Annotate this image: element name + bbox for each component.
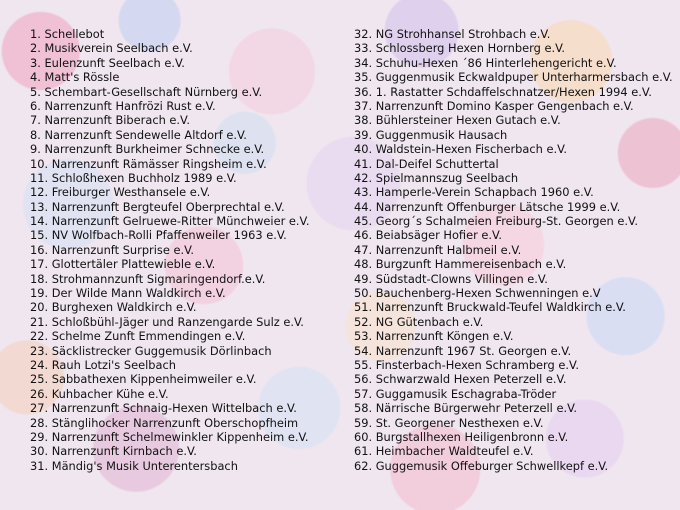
list-item: 46. Beiabsäger Hofier e.V. <box>354 228 502 243</box>
list-item: 1. Schellebot <box>30 27 105 41</box>
list-item: 31. Mändig's Musik Unterentersbach <box>30 458 238 473</box>
list-item: 60. Burgstallhexen Heiligenbronn e.V. <box>354 429 569 444</box>
list-item: 51. Narrenzunft Bruckwald-Teufel Waldkirch e.V. <box>354 300 626 315</box>
list-item: 36. 1. Rastatter Schdaffelschnatzer/Hexen 1994 e.V. <box>354 84 652 99</box>
list-item: 9. Narrenzunft Burkheimer Schnecke e.V. <box>30 142 265 157</box>
list-item: 22. Schelme Zunft Emmendingen e.V. <box>30 329 246 344</box>
list-item: 54. Narrenzunft 1967 St. Georgen e.V. <box>354 343 572 358</box>
list-item: 12. Freiburger Westhansele e.V. <box>30 185 211 200</box>
list-item: 42. Spielmannszug Seelbach <box>354 170 519 185</box>
list-item: 19. Der Wilde Mann Waldkirch e.V. <box>30 286 226 301</box>
list-item: 52. NG Gütenbach e.V. <box>354 314 484 329</box>
list-item: 29. Narrenzunft Schelmewinkler Kippenheim e.V. <box>30 429 309 444</box>
list-item: 38. Bühlersteiner Hexen Gutach e.V. <box>354 113 561 128</box>
list-item: 10. Narrenzunft Rämässer Ringsheim e.V. <box>30 156 267 171</box>
list-item: 2. Musikverein Seelbach e.V. <box>30 41 193 56</box>
list-item: 50. Bauchenberg-Hexen Schwenningen e.V <box>354 286 601 301</box>
participant-list-left <box>30 27 309 473</box>
list-item: 45. Georg´s Schalmeien Freiburg-St. Georgen e.V. <box>354 214 638 229</box>
list-item: 5. Schembart-Gesellschaft Nürnberg e.V. <box>30 84 263 99</box>
list-item: 26. Kuhbacher Kühe e.V. <box>30 386 169 401</box>
list-item: 59. St. Georgener Nesthexen e.V. <box>354 415 544 430</box>
list-item: 58. Närrische Bürgerwehr Peterzell e.V. <box>354 401 578 416</box>
list-item: 39. Guggenmusik Hausach <box>354 127 508 142</box>
list-item: 61. Heimbacher Waldteufel e.V. <box>354 444 534 459</box>
list-item: 33. Schlossberg Hexen Hornberg e.V. <box>354 41 566 56</box>
list-item: 6. Narrenzunft Hanfrözi Rust e.V. <box>30 98 216 113</box>
list-item: 15. NV Wolfbach-Rolli Pfaffenweiler 1963 e.V. <box>30 228 287 243</box>
list-item: 56. Schwarzwald Hexen Peterzell e.V. <box>354 372 567 387</box>
list-item: 35. Guggenmusik Eckwaldpuper Unterharmersbach e.V. <box>354 70 673 85</box>
list-item: 7. Narrenzunft Biberach e.V. <box>30 113 191 128</box>
list-item: 21. Schloßbühl-Jäger und Ranzengarde Sulz e.V. <box>30 314 304 329</box>
list-item: 49. Südstadt-Clowns Villingen e.V. <box>354 271 548 286</box>
list-item: 40. Waldstein-Hexen Fischerbach e.V. <box>354 142 568 157</box>
list-item: 24. Rauh Lotzi's Seelbach <box>30 357 176 372</box>
list-item: 53. Narrenzunft Köngen e.V. <box>354 329 514 344</box>
list-item: 57. Guggamusik Eschagraba-Tröder <box>354 386 557 401</box>
list-item: 34. Schuhu-Hexen ´86 Hinterlehengericht e.V. <box>354 55 617 70</box>
list-item: 32. NG Strohhansel Strohbach e.V. <box>354 27 551 41</box>
list-item: 48. Burgzunft Hammereisenbach e.V. <box>354 257 567 272</box>
list-item: 62. Guggemusik Offeburger Schwellkepf e.V. <box>354 458 609 473</box>
list-item: 47. Narrenzunft Halbmeil e.V. <box>354 242 522 257</box>
list-item: 4. Matt's Rössle <box>30 70 120 85</box>
list-item: 28. Stänglihocker Narrenzunft Oberschopfheim <box>30 415 299 430</box>
list-item: 27. Narrenzunft Schnaig-Hexen Wittelbach e.V. <box>30 401 297 416</box>
list-item: 11. Schloßhexen Buchholz 1989 e.V. <box>30 170 237 185</box>
list-item: 3. Eulenzunft Seelbach e.V. <box>30 55 185 70</box>
list-item: 25. Sabbathexen Kippenheimweiler e.V. <box>30 372 257 387</box>
list-item: 18. Strohmannzunft Sigmaringendorf.e.V. <box>30 271 266 286</box>
list-item: 17. Glottertäler Plattewieble e.V. <box>30 257 216 272</box>
list-item: 23. Säcklistrecker Guggemusik Dörlinbach <box>30 343 272 358</box>
list-item: 37. Narrenzunft Domino Kasper Gengenbach e.V. <box>354 98 634 113</box>
list-item: 14. Narrenzunft Gelruewe-Ritter Münchweier e.V. <box>30 214 310 229</box>
list-item: 44. Narrenzunft Offenburger Lätsche 1999 e.V. <box>354 199 621 214</box>
list-item: 41. Dal-Deifel Schuttertal <box>354 156 499 171</box>
list-item: 20. Burghexen Waldkirch e.V. <box>30 300 197 315</box>
list-item: 8. Narrenzunft Sendewelle Altdorf e.V. <box>30 127 247 142</box>
participant-list-right <box>354 27 673 473</box>
list-item: 43. Hamperle-Verein Schapbach 1960 e.V. <box>354 185 594 200</box>
list-item: 30. Narrenzunft Kirnbach e.V. <box>30 444 197 459</box>
list-item: 16. Narrenzunft Surprise e.V. <box>30 242 195 257</box>
list-item: 55. Finsterbach-Hexen Schramberg e.V. <box>354 357 579 372</box>
list-item: 13. Narrenzunft Bergteufel Oberprechtal e.V. <box>30 199 285 214</box>
